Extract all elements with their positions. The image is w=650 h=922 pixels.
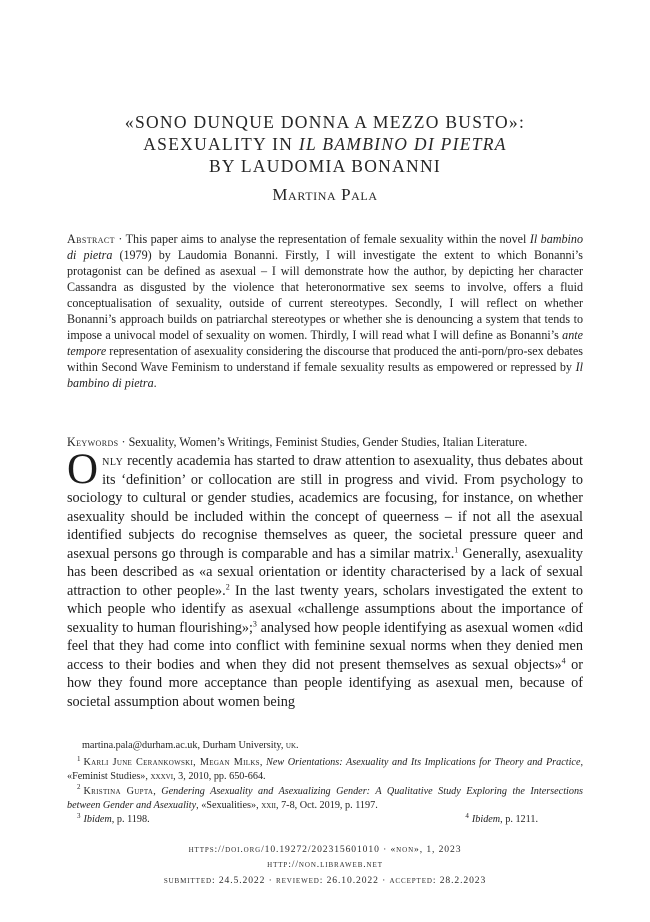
keywords-label: Keywords <box>67 435 119 449</box>
title-line-1: «SONO DUNQUE DONNA A MEZZO BUSTO»: <box>124 112 526 132</box>
author-email: martina.pala@durham.ac.uk, Durham University, <box>82 740 286 751</box>
footnote-1-title: New Orientations: Asexuality and Its Implications for Theory and Practice <box>266 757 581 769</box>
footnote-ref-2[interactable]: 2 <box>225 581 230 591</box>
footnotes <box>67 739 583 827</box>
footnote-3 <box>77 813 150 827</box>
keywords-separator: · <box>118 435 129 449</box>
title-line-2-text: ASEXUALITY IN <box>143 134 299 154</box>
keywords <box>67 434 583 450</box>
doi-line[interactable]: https://doi.org/10.19272/202315601010 · «non», 1, 2023 <box>188 844 462 855</box>
footnote-2-number: 2 <box>77 783 81 792</box>
footnote-4 <box>465 813 538 827</box>
footnote-4-page: , p. 1211. <box>500 814 538 826</box>
journal-url[interactable]: http://non.libraweb.net <box>267 859 383 870</box>
footnotes-3-4-row <box>67 813 583 827</box>
body-text-1: recently academia has started to draw attention to asexuality, thus debates about its ‘definition’ or collocation are still in progress and vivid. From psychology to sociology to cultural or gender studies, academics are focusing, for instance, on whether asexuality should be included within the concept of queerness – if not all the asexual identified subjects do recognise themselves as queer, the societal pressure queer and asexual persons go through is comparable and has a similar matrix. <box>67 453 583 562</box>
body-text-2: Generally, asexuality has been described as «a sexual orientation or identity characterised by a lack of sexual attraction to other people». <box>67 545 584 599</box>
footnote-ref-1[interactable]: 1 <box>454 544 459 554</box>
footnote-3-page: , p. 1198. <box>111 814 150 826</box>
abstract-italic-1: Il bambino di pietra <box>67 232 583 262</box>
footnote-2-volume: xxii <box>261 799 276 811</box>
footnote-2-title: Gendering Asexuality and Asexualizing Gender: A Qualitative Study Exploring the Intersections between Gender and Asexuality <box>67 785 584 811</box>
footnote-2-authors: Kristina Gupta <box>83 785 154 797</box>
footnote-2 <box>67 785 583 813</box>
abstract-italic-2: ante tempore <box>67 328 583 358</box>
footnote-1-journal: , «Feminist Studies», <box>67 757 584 783</box>
abstract-separator: · <box>114 232 126 246</box>
drop-cap: O <box>67 446 99 493</box>
footnote-1-volume: xxxvi <box>150 771 174 783</box>
abstract-italic-3: Il bambino di pietra <box>67 360 583 390</box>
abstract-text-2: (1979) by Laudomia Bonanni. Firstly, I will investigate the extent to which Bonanni’s protagonist can be defined as asexual – I will demonstrate how the author, by depicting her character Cassandra as disgusted by the violence that heteronormative sex seems to involve, offers a fluid conceptualisation of sexuality, outside of current stereotypes. Secondly, I will reflect on whether Bonanni’s approach builds on patriarchal stereotypes or whether she is denouncing a system that tends to impose a univocal model of sexuality on women. Thirdly, I will read what I will define as Bonanni’s <box>67 248 583 342</box>
footnote-2-pages: , 7-8, Oct. 2019, p. 1197. <box>275 799 378 811</box>
keywords-text: Sexuality, Women’s Writings, Feminist Studies, Gender Studies, Italian Literature. <box>128 435 528 449</box>
title-line-3: BY LAUDOMIA BONANNI <box>208 156 442 176</box>
body-text-4: analysed how people identifying as asexual women «did feel that they had come into conflict with feminine sexual norms when they denied men access to their bodies and when they did not present themselves as sexual objects» <box>67 619 583 673</box>
abstract <box>67 231 583 391</box>
author-affiliation: martina.pala@durham.ac.uk, Durham University, uk. <box>82 740 299 751</box>
body-paragraph <box>67 446 584 711</box>
footnote-1-authors: Karli June Cerankowski, Megan Milks <box>83 757 260 769</box>
footnote-3-number: 3 <box>77 811 81 820</box>
footnote-1-sep: , <box>259 757 267 769</box>
footnote-2-sep: , <box>153 785 162 797</box>
footnote-3-ibidem: Ibidem <box>83 814 112 826</box>
footnote-1-number: 1 <box>77 754 81 763</box>
footnote-1-pages: , 3, 2010, pp. 650-664. <box>173 771 266 783</box>
abstract-text-1: This paper aims to analyse the representation of female sexuality within the novel <box>125 232 530 246</box>
footnote-4-number: 4 <box>465 811 469 820</box>
footnote-4-ibidem: Ibidem <box>471 814 501 826</box>
abstract-label: Abstract <box>67 232 115 246</box>
body-text-3: In the last twenty years, scholars investigated the extent to which people who identify as asexual «challenge assumptions about the importance of sexuality to human flourishing»; <box>67 582 584 636</box>
abstract-text-3: representation of asexuality considering the discourse that produced the anti-porn/pro-sex debates within Second Wave Feminism to understand if female sexuality results as empowered or repressed by <box>67 344 583 374</box>
footnote-ref-4[interactable]: 4 <box>561 655 566 665</box>
footnote-ref-3[interactable]: 3 <box>252 618 257 628</box>
submission-dates: submitted: 24.5.2022 · reviewed: 26.10.2022 · accepted: 28.2.2023 <box>163 875 487 886</box>
title-line-2 <box>40 133 610 155</box>
author-name: Martina Pala <box>272 185 378 204</box>
body-text-5: or how they found more acceptance than people identifying as asexual men, because of societal assumption about women being <box>67 656 583 710</box>
abstract-text-4: . <box>153 376 157 390</box>
affiliation-country: uk <box>285 740 297 751</box>
footnote-2-journal: , «Sexualities», <box>196 799 262 811</box>
footnote-1 <box>67 756 583 784</box>
paper-title <box>40 111 610 177</box>
title-italic-book: IL BAMBINO DI PIETRA <box>298 134 507 154</box>
first-word-rest: nly <box>102 453 124 469</box>
